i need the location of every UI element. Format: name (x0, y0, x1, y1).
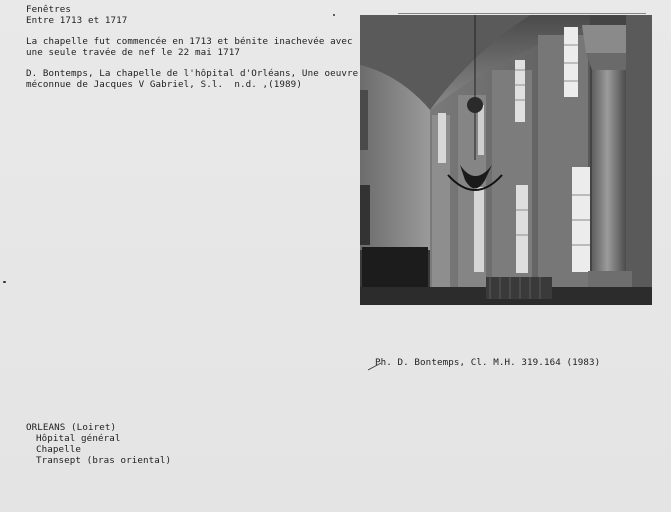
date-range: Entre 1713 et 1717 (26, 15, 128, 26)
photo-top-rule (398, 13, 646, 14)
location-detail: Transept (bras oriental) (36, 455, 172, 466)
subject: Fenêtres (26, 4, 72, 15)
location-city: ORLEANS (Loiret) (26, 422, 117, 433)
edge-mark (3, 281, 6, 283)
photo-credit: Ph. D. Bontemps, Cl. M.H. 319.164 (1983) (375, 357, 601, 368)
description-line-1: La chapelle fut commencée en 1713 et bénite inachevée avec (26, 36, 353, 47)
chapel-photograph (360, 15, 652, 305)
location-part: Chapelle (36, 444, 82, 455)
bibliography-year: (1989) (268, 79, 302, 90)
pen-mark (367, 361, 383, 371)
bibliography-line-2 (26, 79, 302, 90)
chapel-interior-image (360, 15, 652, 305)
bibliography-line-1: D. Bontemps, La chapelle de l'hôpital d'Orléans, Une oeuvre (26, 68, 359, 79)
location-building: Hôpital général (36, 433, 121, 444)
description-line-2: une seule travée de nef le 22 mai 1717 (26, 47, 240, 58)
bibliography-text: méconnue de Jacques V Gabriel, S.l. n.d. , (26, 79, 269, 90)
mark-dot (333, 14, 335, 16)
